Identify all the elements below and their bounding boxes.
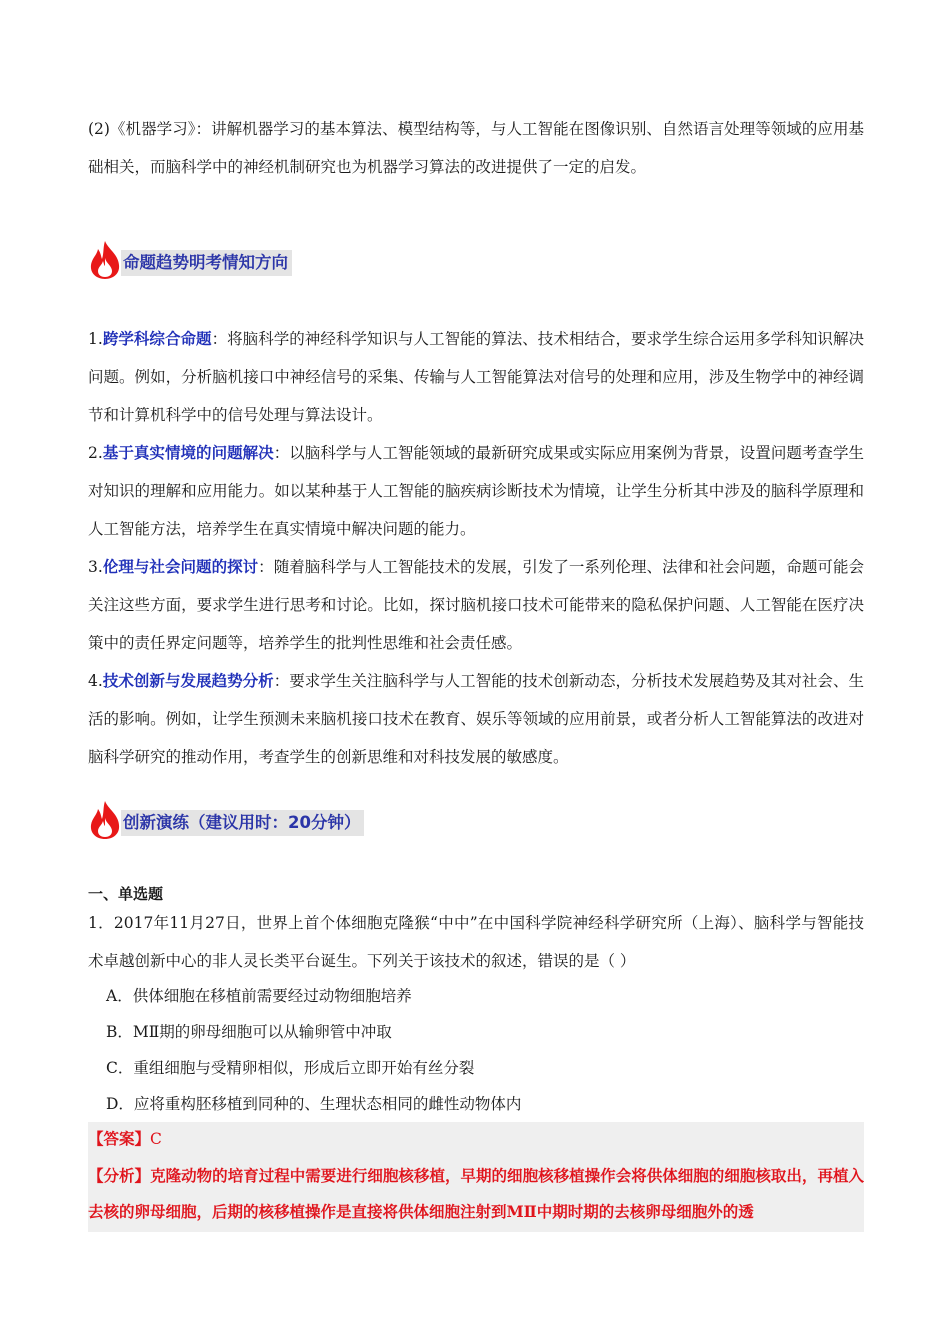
trend-text: 随着脑科学与人工智能技术的发展，引发了一系列伦理、法律和社会问题，命题可能会关注这些方面，要求学生进行思考和讨论。比如，探讨脑机接口技术可能带来的隐私保护问题、人工智能在医疗决策中的责任界定问题等，培养学生的批判性思维和社会责任感。 (88, 558, 864, 652)
trend-separator: ： (211, 330, 228, 348)
option-c: C．重组细胞与受精卵相似，形成后立即开始有丝分裂 (106, 1059, 475, 1077)
option-b: B．MⅡ期的卵母细胞可以从输卵管中冲取 (106, 1023, 392, 1041)
analysis-text: 克隆动物的培育过程中需要进行细胞核移植，早期的细胞核移植操作会将供体细胞的细胞核取出，再植入去核的卵母细胞，后期的核移植操作是直接将供体细胞注射到MⅡ中期时期的去核卵母细胞外的透 (88, 1166, 864, 1221)
trend-text: 将脑科学的神经科学知识与人工智能的算法、技术相结合，要求学生综合运用多学科知识解决问题。例如，分析脑机接口中神经信号的采集、传输与人工智能算法对信号的处理和应用，涉及生物学中的神经调节和计算机科学中的信号处理与算法设计。 (88, 330, 864, 424)
trend-separator: ： (273, 672, 290, 690)
trend-list (88, 320, 864, 776)
section-heading-practice (88, 796, 364, 840)
trend-number: 1. (88, 330, 103, 348)
option-d: D．应将重构胚移植到同种的、生理状态相同的雌性动物体内 (106, 1095, 522, 1113)
trend-item (88, 548, 864, 662)
section-heading-trends (88, 236, 292, 280)
analysis-paragraph (88, 1158, 864, 1230)
trend-keyword: 基于真实情境的问题解决 (102, 444, 274, 462)
trend-number: 2. (88, 444, 103, 462)
trend-text: 要求学生关注脑科学与人工智能的技术创新动态，分析技术发展趋势及其对社会、生活的影响。例如，让学生预测未来脑机接口技术在教育、娱乐等领域的应用前景，或者分析人工智能算法的改进对脑科学研究的推动作用，考查学生的创新思维和对科技发展的敏感度。 (88, 672, 864, 766)
answer-line (88, 1124, 864, 1154)
intro-paragraph: (2)《机器学习》：讲解机器学习的基本算法、模型结构等，与人工智能在图像识别、自然语言处理等领域的应用基础相关，而脑科学中的神经机制研究也为机器学习算法的改进提供了一定的启发。 (88, 120, 864, 176)
trend-separator: ： (258, 558, 274, 576)
trend-item (88, 434, 864, 548)
trend-item (88, 662, 864, 776)
option-list (106, 978, 866, 1122)
trend-text: 以脑科学与人工智能领域的最新研究成果或实际应用案例为背景，设置问题考查学生对知识的理解和应用能力。如以某种基于人工智能的脑疾病诊断技术为情境，让学生分析其中涉及的脑科学原理和人工智能方法，培养学生在真实情境中解决问题的能力。 (88, 444, 864, 538)
trend-number: 3. (88, 558, 103, 576)
trend-separator: ： (273, 444, 290, 462)
answer-value: C (150, 1130, 162, 1148)
flame-icon (88, 800, 122, 840)
option-a: A．供体细胞在移植前需要经过动物细胞培养 (106, 987, 412, 1005)
trend-keyword: 跨学科综合命题 (102, 330, 212, 348)
analysis-tag: 【分析】 (88, 1167, 151, 1185)
answer-tag: 【答案】 (88, 1130, 151, 1148)
trend-item (88, 320, 864, 434)
section-heading-text: 创新演练（建议用时：20分钟） (121, 810, 364, 836)
trend-keyword: 技术创新与发展趋势分析 (102, 672, 274, 690)
flame-icon (88, 240, 122, 280)
question-type-title: 一、单选题 (88, 885, 164, 903)
trend-keyword: 伦理与社会问题的探讨 (102, 558, 259, 576)
section-heading-text: 命题趋势明考情知方向 (121, 250, 292, 276)
question-stem: 1．2017年11月27日，世界上首个体细胞克隆猴“中中”在中国科学院神经科学研究所（上海）、脑科学与智能技术卓越创新中心的非人灵长类平台诞生。下列关于该技术的叙述，错误的是（ ） (88, 914, 864, 970)
trend-number: 4. (88, 672, 103, 690)
